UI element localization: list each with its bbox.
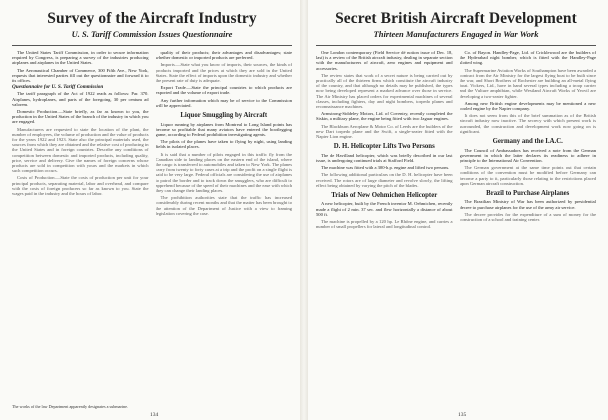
right-subhead: Thirteen Manufacturers Engaged in War Work: [373, 29, 539, 39]
right-col1-heading: D. H. Helicopter Lifts Two Persons: [333, 143, 435, 151]
right-page: [308, 0, 608, 420]
left-column-1: [12, 50, 149, 218]
right-col2-filler: It does not seem from this of the brief summation as of the British aircraft industry now inactive. The secrecy with which present work is surrounded, the construction and development work now going on is significant.: [459, 113, 596, 134]
right-col1-paragraph: The machine was fitted with a 300-h.p. engine and lifted two persons.: [321, 165, 450, 171]
left-col1-paragraph: The Aeronautical Chamber of Commerce, 300 Fifth Ave., New York, requests that interested parties fill out the questionnaire and forward it to its offices.: [12, 67, 149, 84]
left-col2-filler: Imports.—State what you know of imports, their sources, the kinds of products imported and the prices at which they are sold in the United States. State the effect of imports upon the domestic industry and whether the present rate of duty is adequate.: [155, 62, 292, 84]
right-col1-paragraph: Armstrong-Siddeley Motors, Ltd. of Coventry, recently completed the Siskin, a military plane, the engine being fitted with two Jaguar engines.: [316, 111, 453, 122]
left-col2-paragraph: Liquor running by airplanes from Montreal to Long Island points has become so profitable that many aviators have entered the bootlegging game, according to Federal prohibition investigating agents.: [155, 121, 292, 137]
right-headline: Secret British Aircraft Development: [335, 10, 577, 27]
left-col2-paragraph: Any further information which may be of service to the Commission will be appreciated.: [155, 97, 292, 108]
right-column-1: [316, 50, 453, 231]
left-rule: [12, 45, 292, 46]
right-col2-paragraph: Co. of Bayon. Handley-Page, Ltd. of Cricklewood are the builders of the Hyderabad night bomber, which is fitted with the Handley-Page slotted wing.: [459, 50, 596, 66]
right-col1-paragraph: The de Havilland helicopter, which was briefly described in our last issue, is undergoing continued trials at Stafford Field.: [316, 152, 453, 163]
left-page-number: 134: [150, 412, 159, 418]
right-col2-heading: Brazil to Purchase Airplanes: [486, 189, 570, 197]
left-col2-filler: The prohibition authorities state that the traffic has increased considerably during recent months and that the matter has been brought to the attention of the Department of Justice with a view to framing legislation covering the case.: [155, 195, 292, 216]
right-page-number: 135: [458, 412, 467, 418]
right-col2-paragraph: Among new British engine developments may be mentioned a new cooled engine by the Napier company.: [459, 100, 596, 112]
page-gutter: [300, 0, 308, 420]
left-col2-filler: It is said that a number of pilots engaged in this traffic fly from the Canadian side to landing places on the eastern end of the island, where the cargo is transferred to automobiles and taken to New York. The planes carry from twenty to forty cases at a trip and the profit on a single flight is said to be very large. Federal officials are considering the use of airplanes to patrol the border and to track down the smugglers, who are difficult to apprehend because of the speed of their machines and the ease with which they can change their landing places.: [155, 151, 292, 193]
left-col1-paragraph: The United States Tariff Commission, in order to secure information required by Congress, is preparing a survey of the industries producing airplanes and airplanes in the United States.: [12, 50, 149, 66]
left-col1-filler: Manufacturers are requested to state the location of the plant, the number of employees, the volume of production and the value of products for the years 1922 and 1923. State also the principal materials used, the sources from which they are obtained and the relative cost of producing in the United States and in foreign countries. Describe any conditions of competition between domestic and imported products, including quality, price, service and delivery. Give the names of foreign concerns whose products are sold in competition with yours and the markets in which such competition occurs.: [12, 126, 149, 174]
left-headline: Survey of the Aircraft Industry: [47, 10, 257, 27]
left-footnote: The works of the law Department apparently designates a submarine.: [12, 404, 129, 409]
right-col1-paragraph: One London contemporary (Field Service dé notion issue of Dec. 18, last) is a review of the British aircraft industry, dealing in separate section with the manufacturers of aircraft, aero engines and equipment and accessories.: [316, 50, 453, 71]
right-col1-paragraph: A new helicopter, built by the French inventor M. Oehmichen, recently made a flight of 2 min. 37 sec. and flew horizontally a distance of about 500 ft.: [316, 201, 453, 217]
left-col2-paragraph: Export Trade.—State the principal countries to which products are exported and the volume of export trade.: [155, 85, 292, 96]
right-column-2: [460, 50, 597, 231]
right-columns: [316, 50, 596, 231]
right-col2-heading: Germany and the I.A.C.: [492, 138, 563, 146]
right-col1-filler: The following additional particulars on the D. H. helicopter have been received. The rotors are of large diameter and revolve slowly, the lifting effect being obtained by varying the pitch of the blades.: [316, 172, 453, 188]
right-col1-heading: Trials of New Oehmichen Helicopter: [331, 191, 438, 199]
left-columns: [12, 50, 292, 218]
left-subhead: U. S. Tariff Commission Issues Questionnaire: [71, 29, 233, 39]
left-col1-filler: Costs of Production.—State the costs of production per unit for your principal products, separating material, labor and overhead, and compare with the costs of foreign producers so far as known to you. State the wages paid in the industry and the hours of labor.: [12, 175, 149, 197]
left-column-2: [156, 50, 293, 218]
left-col1-paragraph: Domestic Production.—State briefly, as far as known to you, the production in the United States of the branch of the industry in which you are engaged.: [12, 109, 149, 125]
right-rule: [316, 45, 596, 46]
left-col1-paragraph: The tariff paragraph of the Act of 1922 reads as follows: Par. 370. Airplanes, hydroplanes, and parts of the foregoing, 30 per centum ad valorem.: [12, 91, 149, 107]
left-col2-paragraph: The pilots of the planes have taken to flying by night, using landing fields in isolated places.: [155, 139, 292, 150]
right-col2-paragraph: The Council of Ambassadors has received a note from the German government in which the latter declares its readiness to adhere in principle to the International Air Convention.: [459, 147, 596, 163]
right-col2-paragraph: The Brazilian Ministry of War has been authorized by presidential decree to purchase airplanes for the use of the army air service.: [459, 199, 596, 210]
left-col1-heading: Questionnaire for U. S. Tariff Commission: [12, 84, 104, 91]
right-col1-filler: The Blackburn Aeroplane & Motor Co. of Leeds are the builders of the new Dart torpedo plane and the Swift, a single-seater fitted with the Napier Lion engine.: [316, 123, 453, 140]
left-col2-heading: Liquor Smuggling by Aircraft: [180, 112, 268, 120]
right-col1-filler: The review states that work of a secret nature is being carried out by practically all of the thirteen firms which constitute the aircraft industry of the country, and that although no details may be published, the types now being developed represent a marked advance over those in service. The Air Ministry has placed orders for experimental machines of several classes, including fighters, day and night bombers, torpedo planes and reconnaissance machines.: [316, 72, 453, 110]
right-col2-filler: The Supermarine Aviation Works of Southampton have been awarded a contract from the Air Ministry for the largest flying boat to be built since the war, and Short Brothers of Rochester are building an all-metal flying boat. Vickers, Ltd., have in hand several types including a troop carrier and the Vulture amphibian, while Westland Aircraft Works of Yeovil are developing a two-seater fighter.: [459, 67, 596, 99]
right-col1-filler: The machine is propelled by a 120 hp. Le Rhône engine, and carries a number of small propellers for lateral and longitudinal control.: [316, 219, 453, 230]
right-col2-filler: The decree provides for the expenditure of a sum of money for the construction of a school and training center.: [459, 211, 596, 223]
right-col2-filler: The German government at the same time points out that certain conditions of the convention must be modified before Germany can become a party to it, particularly those relating to the restrictions placed upon German aircraft construction.: [459, 165, 596, 186]
left-col2-paragraph: quality of their products; their advantages and disadvantages; state whether domestic or imported products are preferred.: [155, 50, 292, 61]
left-page: [0, 0, 300, 420]
